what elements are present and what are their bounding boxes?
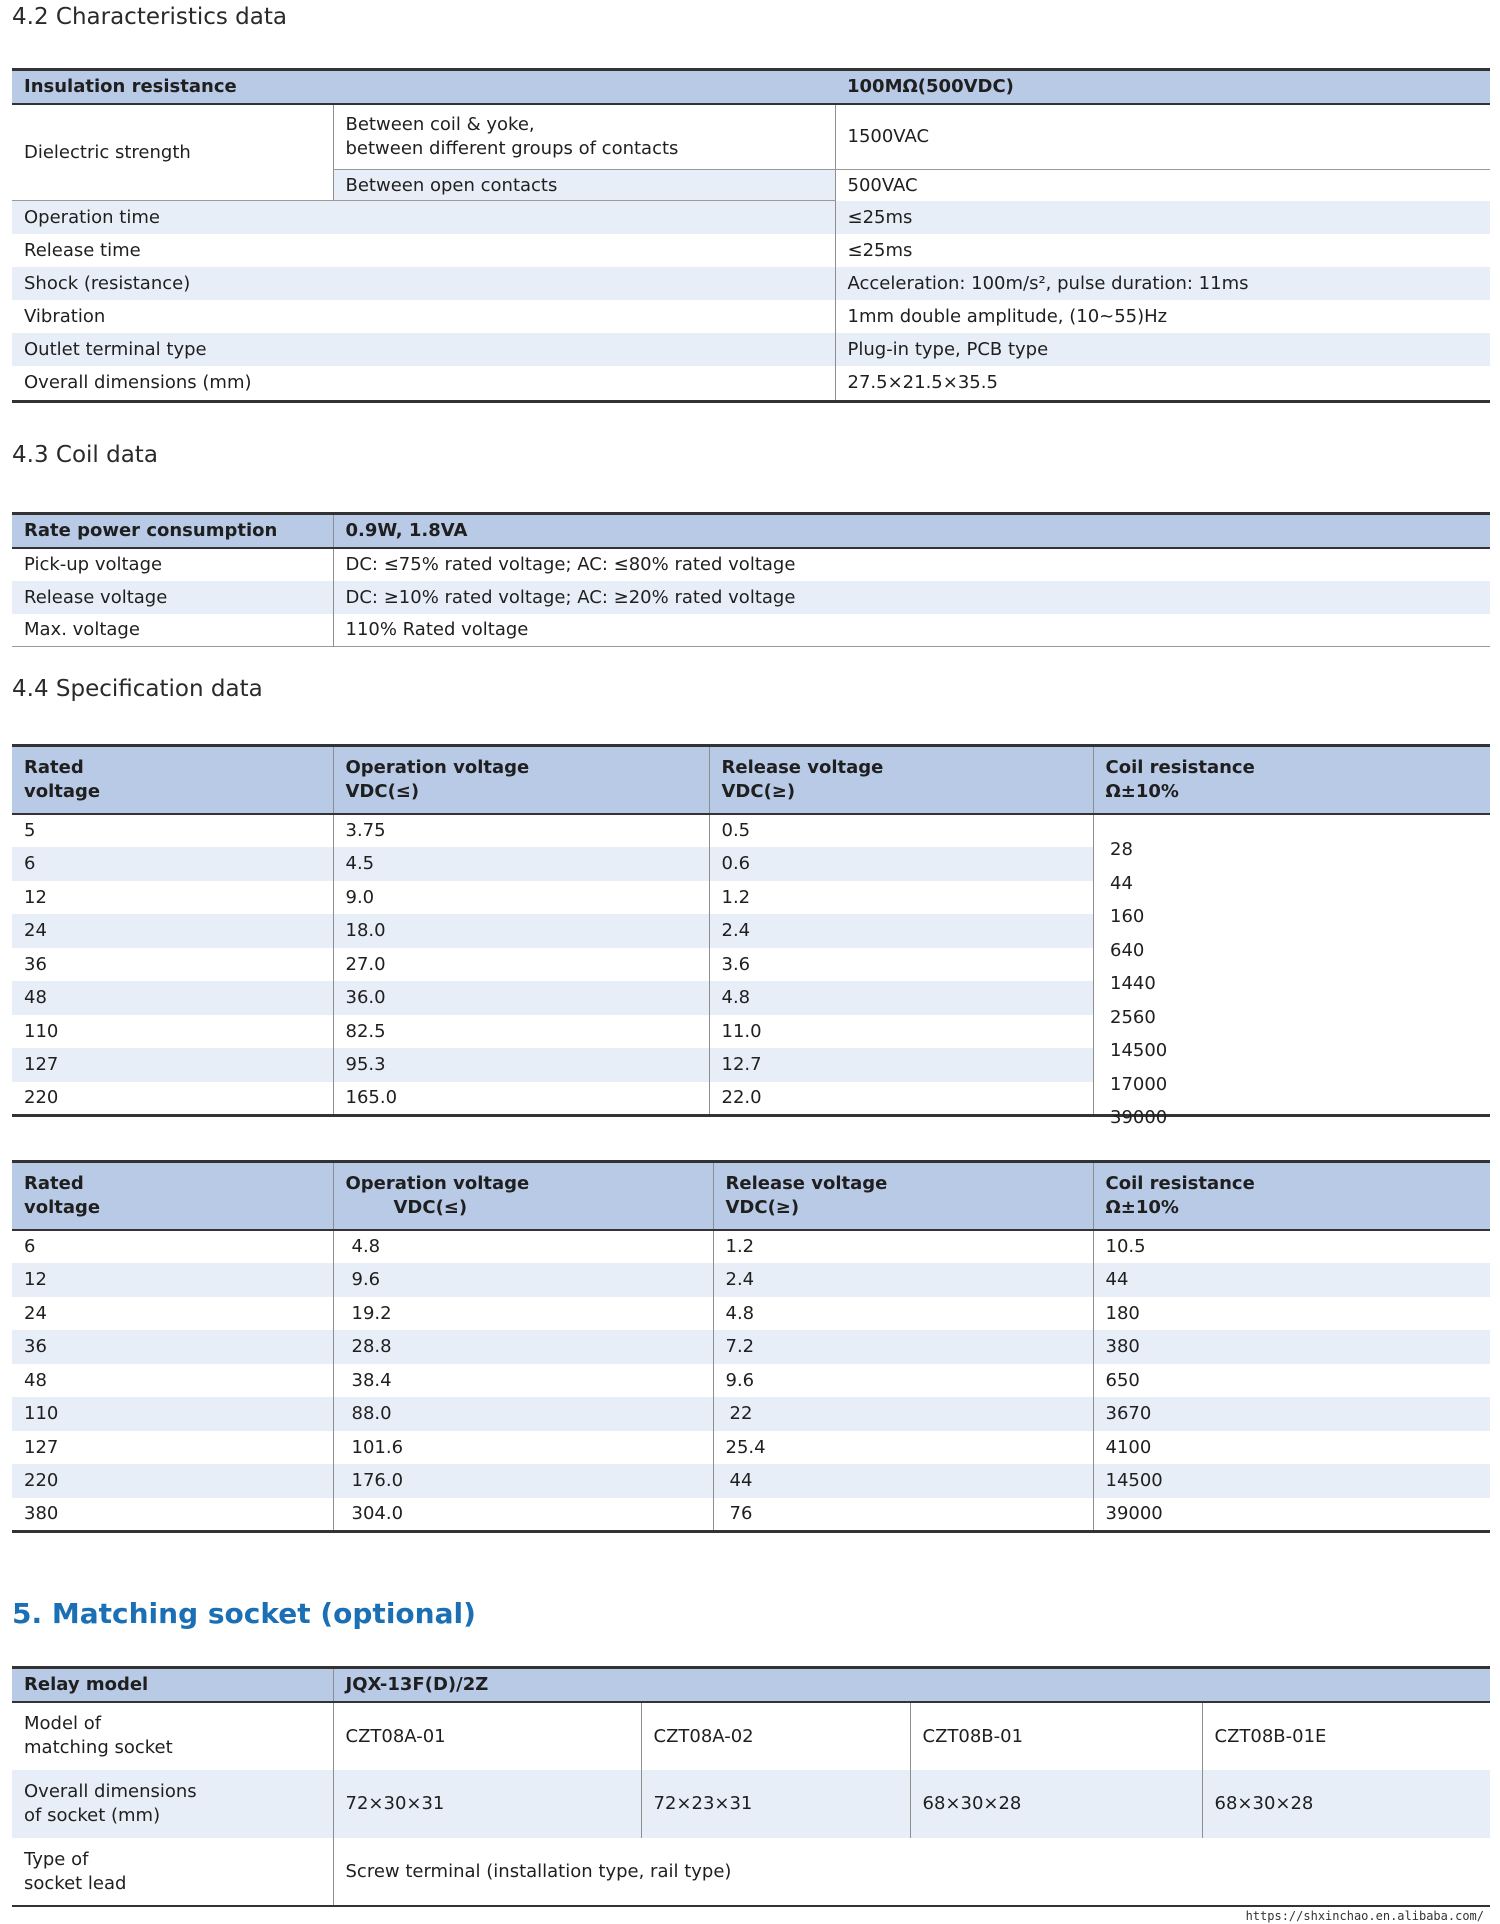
spec1-release: 0.6 (709, 847, 1093, 881)
spec2-rated: 48 (24, 1369, 47, 1391)
char-row-value: 1mm double amplitude, (10~55)Hz (835, 300, 1490, 333)
spec1-rated: 127 (12, 1048, 333, 1082)
spec2-operation: 88.0 (333, 1397, 713, 1431)
spec2-header-operation: Operation voltage VDC(≤) (333, 1162, 713, 1230)
spec1-resistance-column (1110, 833, 1410, 1135)
spec2-operation: 9.6 (333, 1263, 713, 1297)
socket-model-label: Model of matching socket (24, 1713, 173, 1758)
spec1-operation: 95.3 (333, 1048, 709, 1082)
spec2-rated: 6 (24, 1236, 36, 1258)
char-row-value: ≤25ms (835, 201, 1490, 234)
spec2-rated: 127 (24, 1436, 59, 1458)
spec2-rated: 110 (24, 1403, 59, 1425)
spec1-release: 2.4 (709, 914, 1093, 948)
spec1-release: 22.0 (709, 1082, 1093, 1116)
spec2-release: 2.4 (713, 1263, 1093, 1297)
socket-dims-value: 68×30×28 (910, 1770, 1202, 1838)
spec1-operation: 27.0 (333, 948, 709, 982)
socket-lead-label: Type of socket lead (24, 1848, 127, 1894)
spec2-resistance: 3670 (1093, 1397, 1490, 1431)
spec2-resistance: 14500 (1093, 1464, 1490, 1498)
spec1-release: 1.2 (709, 881, 1093, 915)
coil-table (12, 512, 1490, 647)
spec1-release: 4.8 (709, 981, 1093, 1015)
char-row-label: Vibration (24, 305, 106, 327)
spec2-row (12, 1364, 1490, 1398)
spec1-operation: 9.0 (333, 881, 709, 915)
spec2-release: 4.8 (713, 1297, 1093, 1331)
dielectric-sub1: Between coil & yoke, between different groups of contacts (333, 104, 835, 170)
spec1-resistance: 44 (1110, 872, 1133, 894)
section-title-specification: 4.4 Specification data (12, 676, 263, 702)
spec2-row (12, 1431, 1490, 1465)
char-row-value: 27.5×21.5×35.5 (835, 366, 1490, 402)
spec1-release: 0.5 (709, 814, 1093, 848)
coil-row-label: Pick-up voltage (24, 554, 163, 575)
coil-row-value: 110% Rated voltage (333, 614, 1490, 647)
power-label: Rate power consumption (12, 514, 333, 548)
spec2-header-resistance: Coil resistance Ω±10% (1093, 1162, 1490, 1230)
socket-model-value: CZT08A-01 (333, 1702, 641, 1770)
socket-dims-value: 72×30×31 (333, 1770, 641, 1838)
socket-model-value: CZT08B-01E (1202, 1702, 1490, 1770)
spec1-resistance: 160 (1110, 906, 1145, 927)
dielectric-val1: 1500VAC (835, 104, 1490, 170)
spec2-operation: 19.2 (333, 1297, 713, 1331)
dielectric-sub2: Between open contacts (333, 170, 835, 201)
socket-lead-value: Screw terminal (installation type, rail type) (333, 1838, 1490, 1906)
socket-model-value: CZT08B-01 (910, 1702, 1202, 1770)
spec2-release: 1.2 (713, 1230, 1093, 1264)
spec1-operation: 3.75 (333, 814, 709, 848)
char-row-value: Plug-in type, PCB type (835, 333, 1490, 366)
spec1-rated: 36 (24, 953, 47, 975)
spec2-operation: 4.8 (333, 1230, 713, 1264)
spec-table-2 (12, 1160, 1490, 1533)
power-value: 0.9W, 1.8VA (333, 514, 1490, 548)
spec2-resistance: 10.5 (1093, 1230, 1490, 1264)
socket-dims-label: Overall dimensions of socket (mm) (24, 1780, 197, 1826)
relay-model-label: Relay model (12, 1668, 333, 1702)
spec1-operation: 18.0 (333, 914, 709, 948)
socket-dims-value: 68×30×28 (1202, 1770, 1490, 1838)
insulation-value: 100MΩ(500VDC) (835, 70, 1490, 104)
spec2-resistance: 44 (1093, 1263, 1490, 1297)
footer-rule (12, 1905, 1490, 1907)
spec1-rated: 110 (24, 1020, 59, 1042)
spec2-operation: 304.0 (333, 1498, 713, 1532)
socket-table (12, 1666, 1490, 1906)
coil-row-value: DC: ≥10% rated voltage; AC: ≥20% rated voltage (333, 581, 1490, 614)
char-row-label: Release time (24, 239, 141, 261)
relay-model-value: JQX-13F(D)/2Z (333, 1668, 1490, 1702)
socket-model-value: CZT08A-02 (641, 1702, 910, 1770)
spec2-release: 9.6 (713, 1364, 1093, 1398)
section-title-coil: 4.3 Coil data (12, 442, 158, 468)
section-title-characteristics: 4.2 Characteristics data (12, 4, 287, 30)
spec2-row (12, 1464, 1490, 1498)
spec2-operation: 101.6 (333, 1431, 713, 1465)
spec1-header-resistance: Coil resistance Ω±10% (1093, 746, 1490, 814)
spec1-resistance: 14500 (1110, 1040, 1168, 1061)
spec2-rated: 24 (24, 1302, 47, 1324)
spec1-rated: 12 (24, 886, 47, 908)
spec2-rated: 380 (24, 1503, 59, 1524)
spec2-row (12, 1397, 1490, 1431)
char-row-label: Operation time (24, 206, 160, 228)
section-title-socket: 5. Matching socket (optional) (12, 1597, 476, 1630)
spec1-resistance: 1440 (1110, 973, 1156, 994)
spec1-resistance: 640 (1110, 939, 1145, 961)
spec1-rated: 24 (12, 914, 333, 948)
spec1-header-operation: Operation voltage VDC(≤) (333, 746, 709, 814)
spec2-release: 76 (713, 1498, 1093, 1532)
spec1-release: 12.7 (709, 1048, 1093, 1082)
insulation-label: Insulation resistance (12, 70, 835, 104)
spec2-resistance: 4100 (1093, 1431, 1490, 1465)
spec2-row (12, 1230, 1490, 1264)
characteristics-table (12, 68, 1490, 403)
spec1-operation: 82.5 (333, 1015, 709, 1049)
spec1-operation: 36.0 (333, 981, 709, 1015)
spec1-release: 11.0 (709, 1015, 1093, 1049)
footer-url: https://shxinchao.en.alibaba.com/ (1245, 1909, 1484, 1923)
spec2-release: 22 (713, 1397, 1093, 1431)
spec2-header-rated: Rated voltage (12, 1162, 333, 1230)
char-row-label: Outlet terminal type (24, 338, 207, 360)
spec1-header-rated: Rated voltage (12, 746, 333, 814)
spec2-resistance: 650 (1093, 1364, 1490, 1398)
spec1-rated: 6 (12, 847, 333, 881)
spec2-release: 44 (713, 1464, 1093, 1498)
dielectric-val2: 500VAC (835, 170, 1490, 201)
spec2-row (12, 1498, 1490, 1532)
spec2-release: 25.4 (713, 1431, 1093, 1465)
coil-row-label: Release voltage (24, 586, 168, 608)
char-row-label: Overall dimensions (mm) (24, 372, 252, 394)
spec2-resistance: 39000 (1093, 1498, 1490, 1532)
spec2-operation: 38.4 (333, 1364, 713, 1398)
coil-row-label: Max. voltage (24, 619, 140, 641)
coil-row-value: DC: ≤75% rated voltage; AC: ≤80% rated voltage (333, 548, 1490, 581)
spec1-operation: 165.0 (333, 1082, 709, 1116)
spec2-row (12, 1330, 1490, 1364)
spec1-resistance: 17000 (1110, 1073, 1168, 1095)
spec2-rated: 220 (24, 1470, 59, 1492)
spec1-resistance: 39000 (1110, 1107, 1168, 1128)
char-row-value: ≤25ms (835, 234, 1490, 267)
spec2-release: 7.2 (713, 1330, 1093, 1364)
spec2-rated: 12 (24, 1269, 47, 1291)
spec2-rated: 36 (24, 1336, 47, 1358)
spec1-rated: 48 (12, 981, 333, 1015)
dielectric-label: Dielectric strength (12, 104, 333, 201)
char-row-label: Shock (resistance) (24, 272, 191, 294)
spec1-release: 3.6 (709, 948, 1093, 982)
spec2-row (12, 1263, 1490, 1297)
char-row-value: Acceleration: 100m/s², pulse duration: 11ms (835, 267, 1490, 300)
spec1-rated: 5 (24, 820, 36, 842)
spec1-operation: 4.5 (333, 847, 709, 881)
socket-dims-value: 72×23×31 (641, 1770, 910, 1838)
spec2-resistance: 180 (1093, 1297, 1490, 1331)
spec2-resistance: 380 (1093, 1330, 1490, 1364)
spec2-operation: 176.0 (333, 1464, 713, 1498)
spec2-row (12, 1297, 1490, 1331)
spec2-header-release: Release voltage VDC(≥) (713, 1162, 1093, 1230)
spec1-resistance: 2560 (1110, 1006, 1156, 1028)
spec1-rated: 220 (24, 1087, 59, 1108)
spec1-resistance: 28 (1110, 839, 1133, 860)
spec1-header-release: Release voltage VDC(≥) (709, 746, 1093, 814)
spec2-operation: 28.8 (333, 1330, 713, 1364)
